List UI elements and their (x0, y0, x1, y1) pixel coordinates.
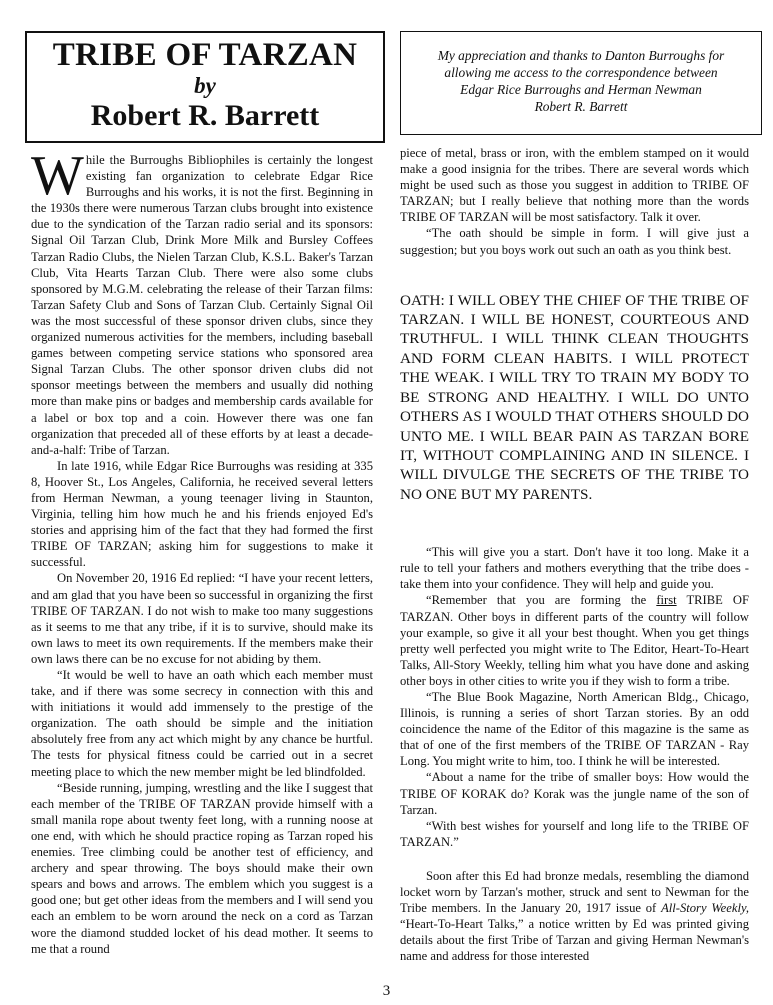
byline-by: by (194, 73, 216, 98)
acknowledgment-line: Edgar Rice Burroughs and Herman Newman (460, 82, 702, 97)
oath-text: OATH: I WILL OBEY THE CHIEF OF THE TRIBE OF TARZAN. I WILL BE HONEST, COURTEOUS AND TRUTHFUL. I WILL THINK CLEAN THOUGHTS AND FORM CLEAN HABITS. I WILL PROTECT THE WEAK. I WILL TRY TO TRAIN MY BODY TO BE STRONG AND HEALTHY. I WILL DO UNTO OTHERS AS I WOULD THAT OTHERS SHOULD DO UNTO ME. I WILL BEAR PAIN AS TARZAN BORE IT, WITHOUT COMPLAINING AND IN SILENCE. I WILL DIVULGE THE SECRETS OF THE TRIBE TO NO ONE BUT MY PARENTS. (400, 291, 749, 503)
paragraph-text: Soon after this Ed had bronze medals, resembling the diamond locket worn by Tarzan's mother, struck and sent to Newman for the Tribe members. In the January 20, 1917 issue of (400, 868, 749, 916)
acknowledgment-box (400, 31, 762, 135)
paragraph: “It would be well to have an oath which each member must take, and if there was some secrecy in connection with this and with initiations it would add immensely to the prestige of the organization. The oath should be simple and the initiation absolutely free from any act which might by any chance be hurtful. The tests for physical fitness could be carried out in a secret meeting place to which the new member might be led blindfolded. (31, 668, 373, 779)
paragraph: “Beside running, jumping, wrestling and the like I suggest that each member of the TRIBE OF TARZAN provide himself with a small manila rope about twenty feet long, with a running noose at one end, with which he should practice roping as Tarzan roped his enemies. Tree climbing could be another test of efficiency, and archery and spear throwing. The boys should make their own spears and bows and arrows. The emblem which you suggest is a good one; but get other ideas from the members and I will send you each an emblem to be worn around the neck on a cord as Tarzan wore the diamond studded locket of his dead mother. It seems to me that a round (31, 780, 373, 956)
paragraph: piece of metal, brass or iron, with the emblem stamped on it would make a good insignia for the tribes. There are several words which might be used such as those you suggest in addition to TRIBE OF TARZAN; but I really believe that nothing more than the words TRIBE OF TARZAN will be most satisfactory. Talk it over. (400, 146, 749, 225)
paragraph: “The Blue Book Magazine, North American Bldg., Chicago, Illinois, is running a series of short Tarzan stories. By an odd coincidence the name of the Editor of this magazine is the same as that of one of the first members of the TRIBE OF TARZAN - Ray Long. You might write to him, too. I think he will be interested. (400, 689, 749, 769)
paragraph: “About a name for the tribe of smaller boys: How would the TRIBE OF KORAK do? Korak was the jungle name of the son of Tarzan. (400, 770, 749, 817)
paragraph: “The oath should be simple in form. I will give just a suggestion; but you boys work out such an oath as you think best. (400, 226, 749, 257)
drop-cap: W (31, 145, 84, 207)
right-column (400, 145, 749, 964)
page-number: 3 (382, 983, 391, 999)
article-author: Robert R. Barrett (90, 99, 320, 132)
acknowledgment-signature: Robert R. Barrett (534, 99, 628, 114)
paragraph-text: TRIBE OF TARZAN. Other boys in different parts of the country will follow your example, so give it all your best thought. When you get things pretty well perfected you might write to The Editor, Heart-To-Heart Talks, All-Story Weekly, telling him what you have done and asking other boys in other cities to write you if they wish to form a tribe. (400, 593, 749, 688)
paragraph-text: “Remember that you are forming the (426, 593, 657, 608)
acknowledgment-line: My appreciation and thanks to Danton Burroughs for (437, 48, 725, 63)
underlined-word: first (656, 593, 677, 608)
paragraph (400, 592, 749, 689)
paragraph (31, 145, 373, 458)
paragraph: In late 1916, while Edgar Rice Burroughs was residing at 335 8, Hoover St., Los Angeles, California, he received several letters from Herman Newman, a young teenager living in Staunton, Virginia, telling him how much he and his friends enjoyed Ed's stories and apprising him of the fact that they had formed the first TRIBE OF TARZAN; asking him for suggestions to make it successful. (31, 458, 373, 570)
paragraph: On November 20, 1916 Ed replied: “I have your recent letters, and am glad that you have been so successful in organizing the first TRIBE OF TARZAN. I do not wish to make too many suggestions as it seems to me that any tribe, if it is to survive, should make its own laws to meet its own requirements. If the members make their own laws there can be no excuse for not abiding by them. (31, 571, 373, 666)
paragraph-text: hile the Burroughs Bibliophiles is certainly the longest existing fan organization to celebrate Edgar Rice Burroughs and his works, it is not the first. Beginning in the 1930s there were numerous Tarzan clubs brought into existence due to the syndication of the Tarzan radio serial and its sponsors: Signal Oil Tarzan Club, Drink More Milk and Bursley Coffees Tarzan Radio Clubs, the Nielen Tarzan Club, K.S.L. Baker's Tarzan Club, Vita Hearts Tarzan Club. There were also some clubs sponsored by M.G.M. celebrating the release of their Tarzan films: Tarzan Safety Club and Sons of Tarzan Club. Certainly Signal Oil was the most successful of these sponsor driven clubs, since they organized numerous activities for the members, including baseball games between competing service stations who sponsored area Signal Tarzan Clubs. The other sponsor driven clubs did not sponsor meetings between the members and usually did nothing more than make pins or badges and membership cards available for a label or box top and a coin. However there was one fan organization that preceded all of these efforts by at least a decade-and-a-half: Tribe of Tarzan. (31, 153, 373, 457)
acknowledgment-line: allowing me access to the correspondence between (444, 65, 718, 80)
paragraph (400, 868, 749, 965)
title-box (25, 31, 385, 143)
paragraph: “This will give you a start. Don't have it too long. Make it a rule to tell your fathers and mothers everything that the tribe does - take them into your confidence. They will help and guide you. (400, 545, 749, 592)
paragraph: “With best wishes for yourself and long life to the TRIBE OF TARZAN.” (400, 818, 749, 849)
magazine-title: All-Story Weekly, (661, 901, 749, 916)
paragraph-text: “Heart-To-Heart Talks,” a notice written by Ed was printed giving details about the first Tribe of Tarzan and giving Herman Newman's name and address for those interested (400, 917, 749, 964)
article-title: TRIBE OF TARZAN (52, 37, 358, 73)
left-column (31, 145, 373, 957)
